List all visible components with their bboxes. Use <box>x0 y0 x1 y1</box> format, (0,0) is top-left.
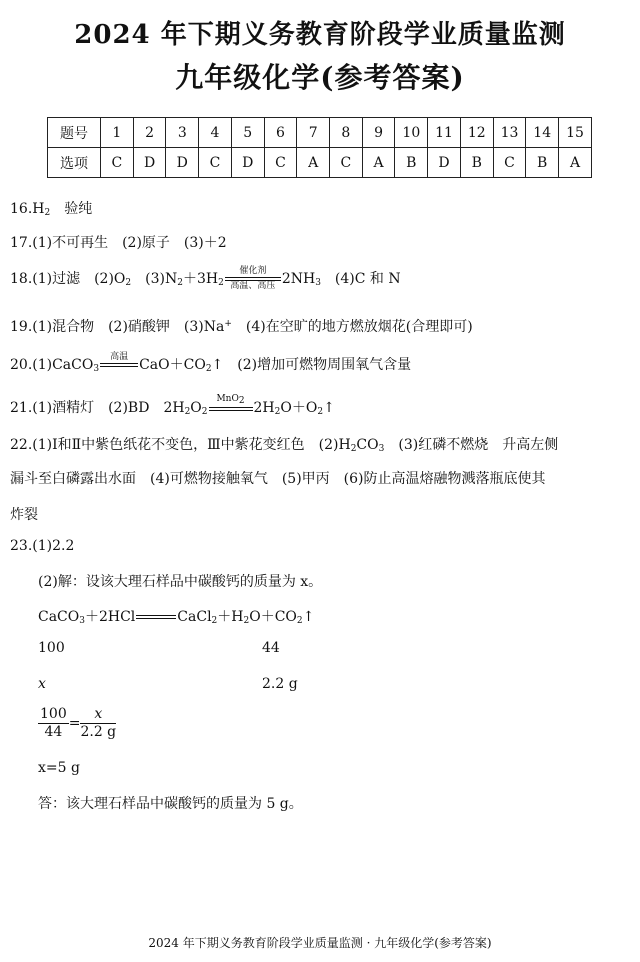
final-answer: 答：该大理石样品中碳酸钙的质量为 5 g。 <box>38 796 303 812</box>
answer-table <box>47 117 592 178</box>
answer-18: 18.(1)过滤 $(2)O_2$ $(3)N_2+3H_2$ 催化剂 高温、高压 $2NH_3$ (4)C 和 N <box>10 266 401 291</box>
answer-23-part-1: 23.(1)2.2 <box>10 538 75 554</box>
table-cell: B <box>460 148 493 178</box>
mass-co2: 2.2 g <box>262 676 298 692</box>
table-cell: 7 <box>297 118 330 148</box>
table-cell: A <box>297 148 330 178</box>
answer-19: 19.(1)混合物 (2)硝酸钾 (3)Na+ (4)在空旷的地方燃放烟花(合理即可) <box>10 319 473 335</box>
chemical-equation: CaCO$_3$＋2HCl $CaCl_2+H_2O+CO_2↑$ <box>38 604 314 630</box>
table-cell: B <box>526 148 559 178</box>
table-cell: 1 <box>101 118 134 148</box>
table-row-numbers <box>48 118 592 148</box>
table-cell: 2 <box>133 118 166 148</box>
table-cell: C <box>493 148 526 178</box>
table-cell: D <box>231 148 264 178</box>
table-cell: 11 <box>428 118 461 148</box>
table-cell: 9 <box>362 118 395 148</box>
table-cell: A <box>362 148 395 178</box>
fraction-left: $\frac{100}{44}$ <box>40 706 67 740</box>
table-cell: 12 <box>460 118 493 148</box>
table-cell: 10 <box>395 118 428 148</box>
row-label-option: 选项 <box>48 148 101 178</box>
table-cell: 14 <box>526 118 559 148</box>
table-cell: C <box>264 148 297 178</box>
answer-22-line-2: 漏斗至白磷露出水面 (4)可燃物接触氧气 (5)甲丙 (6)防止高温熔融物溅落瓶底使其 <box>10 471 546 487</box>
result: x=5 g <box>38 760 80 776</box>
page-title: 2024 年下期义务教育阶段学业质量监测 <box>74 20 566 50</box>
reaction-condition: 催化剂 高温、高压 <box>225 266 281 292</box>
molar-mass-caco3: 100 <box>38 640 65 656</box>
answer-16: $16.H_2$ 验纯 <box>10 201 93 218</box>
table-cell: D <box>428 148 461 178</box>
molar-mass-co2: 44 <box>262 640 280 656</box>
reaction-condition: 高温 <box>100 352 138 378</box>
answer-22-line-3: 炸裂 <box>10 507 38 523</box>
page-subtitle: 九年级化学(参考答案) <box>175 61 465 94</box>
table-cell: C <box>101 148 134 178</box>
table-cell: D <box>133 148 166 178</box>
page-footer: 2024 年下期义务教育阶段学业质量监测 · 九年级化学(参考答案) <box>148 936 492 950</box>
table-row-options <box>48 148 592 178</box>
table-cell: 4 <box>199 118 232 148</box>
table-cell: 6 <box>264 118 297 148</box>
table-cell: A <box>559 148 592 178</box>
answer-20: 20.(1)CaCO$_3$ 高温 $CaO+CO_2↑$ (2)增加可燃物周围氧气含量 <box>10 352 411 378</box>
equals-bar <box>136 604 176 630</box>
answer-17: 17.(1)不可再生 (2)原子 (3)＋2 <box>10 235 227 251</box>
table-cell: D <box>166 148 199 178</box>
table-cell: 3 <box>166 118 199 148</box>
answer-22-line-1: 22.(1)Ⅰ和Ⅱ中紫色纸花不变色，Ⅲ中紫花变红色 $(2)H_2CO_3$ (3)红磷不燃烧 升高左侧 <box>10 437 559 454</box>
table-cell: B <box>395 148 428 178</box>
table-cell: C <box>330 148 363 178</box>
row-label-number: 题号 <box>48 118 101 148</box>
proportion-equation: $\frac{100}{44}$ = $\frac{x}{2.2 g}$ <box>40 706 117 740</box>
table-cell: 5 <box>231 118 264 148</box>
table-cell: 15 <box>559 118 592 148</box>
answer-23-part-2: (2)解：设该大理石样品中碳酸钙的质量为 x。 <box>38 574 323 590</box>
answer-21: 21.(1)酒精灯 (2)BD $2H_2O_2$ MnO$_2$ $2H_2O+O_2↑$ <box>10 394 335 422</box>
table-cell: 13 <box>493 118 526 148</box>
unknown-x: x <box>38 676 46 692</box>
table-cell: 8 <box>330 118 363 148</box>
table-cell: C <box>199 148 232 178</box>
reaction-condition: MnO$_2$ <box>209 394 253 422</box>
fraction-right: $\frac{x}{2.2 g}$ <box>80 706 117 740</box>
